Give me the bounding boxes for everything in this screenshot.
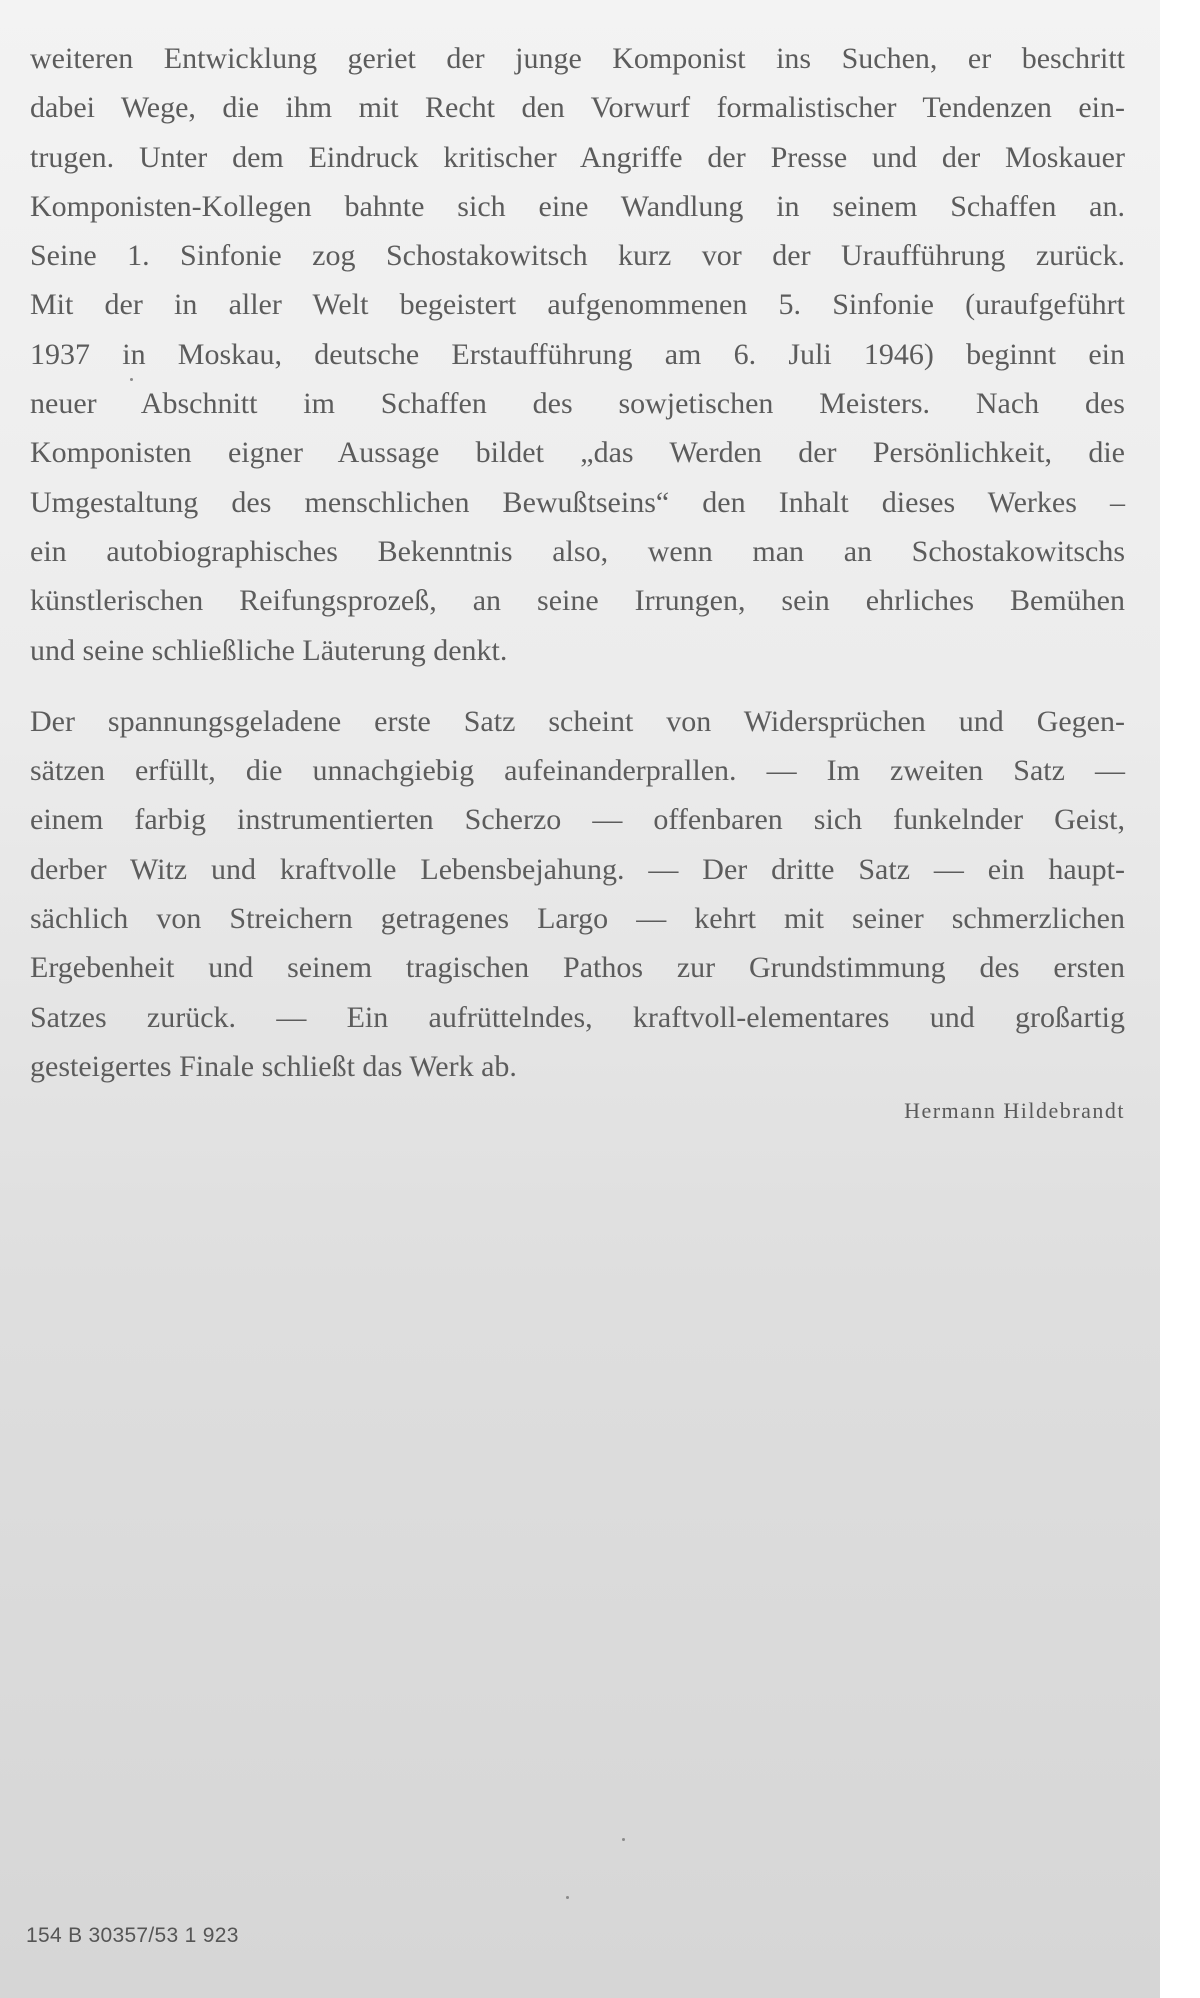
text-line: Der spannungsgeladene erste Satz scheint von Widersprüchen und Gegen- — [30, 704, 1125, 738]
text-line: sätzen erfüllt, die unnachgiebig aufeinanderprallen. — Im zweiten Satz — — [30, 754, 1125, 788]
text-line: Seine 1. Sinfonie zog Schostakowitsch kurz vor der Uraufführung zurück. — [30, 239, 1125, 273]
text-line: sächlich von Streichern getragenes Largo — kehrt mit seiner schmerzlichen — [30, 902, 1125, 936]
text-line: trugen. Unter dem Eindruck kritischer Angriffe der Presse und der Moskauer — [30, 140, 1125, 174]
paragraph-2 — [30, 697, 1125, 1091]
text-line: Ergebenheit und seinem tragischen Pathos zur Grundstimmung des ersten — [30, 951, 1125, 985]
author-signature: Hermann Hildebrandt — [904, 1098, 1125, 1124]
text-line: Umgestaltung des menschlichen Bewußtseins“ den Inhalt dieses Werkes – — [30, 485, 1125, 519]
paper-speck — [566, 1896, 569, 1899]
text-line: dabei Wege, die ihm mit Recht den Vorwurf formalistischer Tendenzen ein- — [30, 91, 1125, 125]
paper-speck — [622, 1838, 625, 1841]
text-line: Komponisten eigner Aussage bildet „das Werden der Persönlichkeit, die — [30, 436, 1125, 470]
paragraph-1 — [30, 34, 1125, 675]
paper-speck — [130, 378, 133, 381]
text-line: derber Witz und kraftvolle Lebensbejahung. — Der dritte Satz — ein haupt- — [30, 852, 1125, 886]
text-line: 1937 in Moskau, deutsche Erstaufführung am 6. Juli 1946) beginnt ein — [30, 337, 1125, 371]
paragraph-gap — [30, 675, 1125, 697]
text-line: weiteren Entwicklung geriet der junge Komponist ins Suchen, er beschritt — [30, 42, 1125, 75]
text-line: ein autobiographisches Bekenntnis also, wenn man an Schostakowitschs — [30, 534, 1125, 568]
body-text — [30, 34, 1125, 1129]
text-line: Satzes zurück. — Ein aufrüttelndes, kraftvoll-elementares und großartig — [30, 1000, 1125, 1034]
text-line: gesteigertes Finale schließt das Werk ab. — [30, 1049, 517, 1083]
catalog-number: 154 B 30357/53 1 923 — [26, 1924, 239, 1947]
text-line: neuer Abschnitt im Schaffen des sowjetischen Meisters. Nach des — [30, 387, 1125, 421]
text-line: einem farbig instrumentierten Scherzo — offenbaren sich funkelnder Geist, — [30, 803, 1125, 837]
text-line: Komponisten-Kollegen bahnte sich eine Wandlung in seinem Schaffen an. — [30, 189, 1125, 223]
text-line: künstlerischen Reifungsprozeß, an seine Irrungen, sein ehrliches Bemühen — [30, 584, 1125, 618]
text-line: und seine schließliche Läuterung denkt. — [30, 633, 508, 667]
text-line: Mit der in aller Welt begeistert aufgenommenen 5. Sinfonie (uraufgeführt — [30, 288, 1125, 322]
